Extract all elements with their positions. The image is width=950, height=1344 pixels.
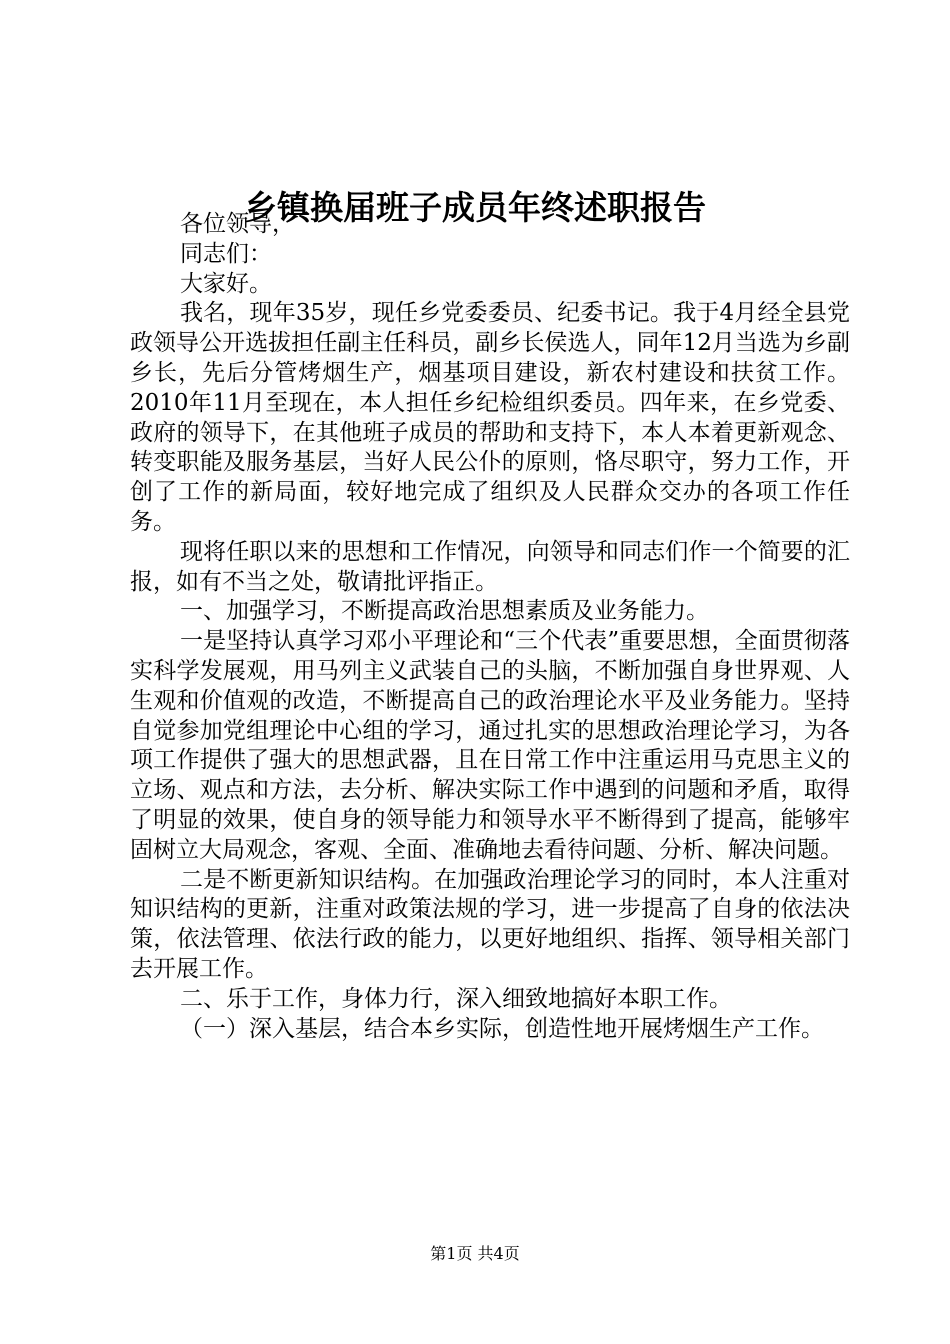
subsection-heading-tobacco: （一）深入基层，结合本乡实际，创造性地开展烤烟生产工作。 [180,1015,824,1042]
paragraph-report-intro: 现将任职以来的思想和工作情况，向领导和同志们作一个简要的汇报，如有不当之处，敬请批评指正。 [130,538,850,595]
paragraph-study-two: 二是不断更新知识结构。在加强政治理论学习的同时，本人注重对知识结构的更新，注重对政策法规的学习，进一步提高了自身的依法决策，依法管理、依法行政的能力，以更好地组织、指挥、领导相关部门去开展工作。 [130,866,850,982]
section-heading-work: 二、乐于工作，身体力行，深入细致地搞好本职工作。 [180,985,732,1012]
salutation-leaders: 各位领导， [180,211,295,237]
salutation-comrades: 同志们： [180,240,272,267]
document-title: 乡镇换届班子成员年终述职报告 [244,188,706,227]
greeting: 大家好。 [180,270,272,297]
page-number-footer: 第1页 共4页 [430,1244,520,1263]
document-body [130,210,850,1044]
paragraph-introduction: 我名，现年35岁，现任乡党委委员、纪委书记。我于4月经全县党政领导公开选拔担任副主任科员，副乡长侯选人，同年12月当选为乡副乡长，先后分管烤烟生产，烟基项目建设，新农村建设和扶贫工作。2010年11月至现在，本人担任乡纪检组织委员。四年来，在乡党委、政府的领导下，在其他班子成员的帮助和支持下，本人本着更新观念、转变职能及服务基层，当好人民公仆的原则，恪尽职守，努力工作，开创了工作的新局面，较好地完成了组织及人民群众交办的各项工作任务。 [130,300,850,535]
section-heading-study: 一、加强学习，不断提高政治思想素质及业务能力。 [180,598,709,625]
paragraph-study-one: 一是坚持认真学习邓小平理论和“三个代表”重要思想，全面贯彻落实科学发展观，用马列主义武装自己的头脑，不断加强自身世界观、人生观和价值观的改造，不断提高自己的政治理论水平及业务能力。坚持自觉参加党组理论中心组的学习，通过扎实的思想政治理论学习，为各项工作提供了强大的思想武器，且在日常工作中注重运用马克思主义的立场、观点和方法，去分析、解决实际工作中遇到的问题和矛盾，取得了明显的效果，使自身的领导能力和领导水平不断得到了提高，能够牢固树立大局观念，客观、全面、准确地去看待问题、分析、解决问题。 [130,628,850,863]
